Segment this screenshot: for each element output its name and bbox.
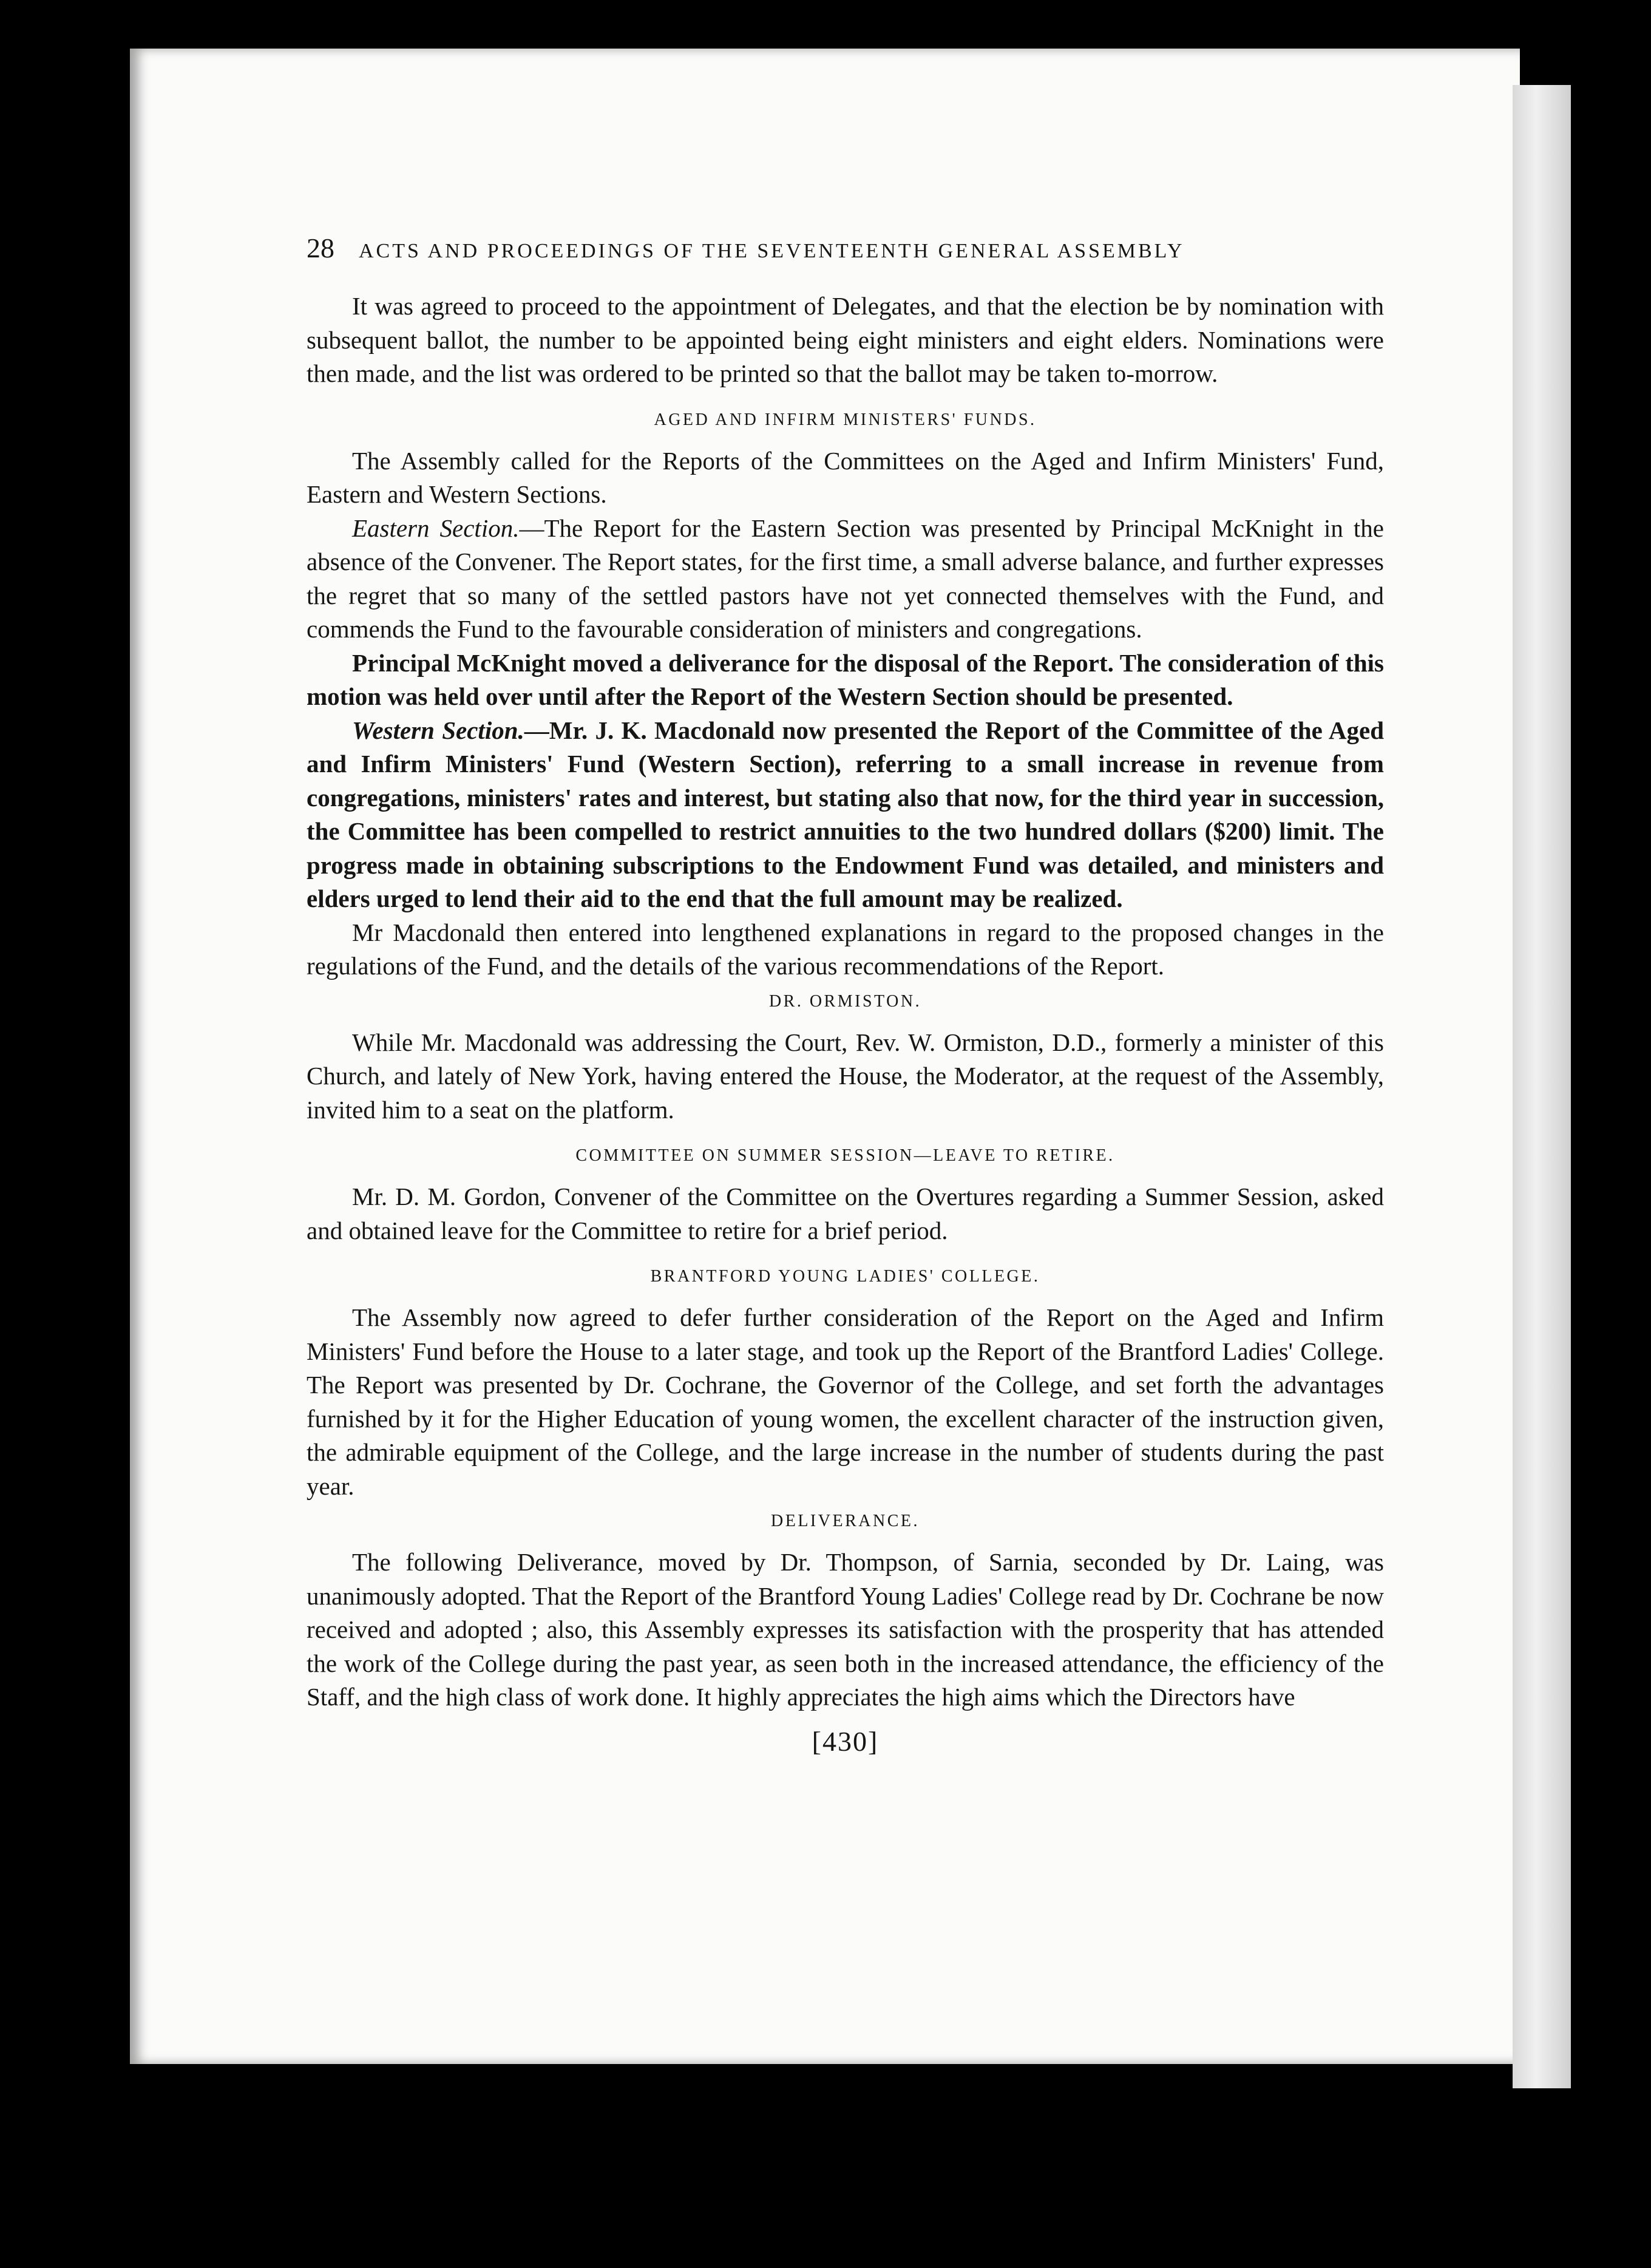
heading-summer-session: COMMITTEE ON SUMMER SESSION—LEAVE TO RETIRE. xyxy=(575,1146,1115,1165)
paragraph-aged-intro: The Assembly called for the Reports of the Committees on the Aged and Infirm Ministers' Fund, Eastern and Western Sections. xyxy=(307,446,1384,508)
heading-aged-infirm: AGED AND INFIRM MINISTERS' FUNDS. xyxy=(654,410,1037,429)
western-lead: Western Section. xyxy=(352,716,524,744)
page-edge xyxy=(1513,85,1571,2088)
document-text xyxy=(307,232,1384,1757)
paragraph-deliverance: The following Deliverance, moved by Dr. Thompson, of Sarnia, seconded by Dr. Laing, was unanimously adopted. That the Report of the Brantford Young Ladies' College read by Dr. Cochrane be now received and adopted ; also, this Assembly expresses its satisfaction with the prosperity that has attended the work of the College during the past year, as seen both in the increased attendance, the efficiency of the Staff, and the high class of work done. It highly appreciates the high aims which the Directors have xyxy=(307,1548,1384,1711)
paragraph-brantford: The Assembly now agreed to defer further consideration of the Report on the Aged and Infirm Ministers' Fund before the House to a later stage, and took up the Report of the Brantford Ladies' College. The Report was presented by Dr. Cochrane, the Governor of the College, and set forth the advantages furnished by it for the Higher Education of young women, the excellent character of the instruction given, the admirable equipment of the College, and the large increase in the number of students during the past year. xyxy=(307,1303,1384,1500)
folio: [430] xyxy=(812,1725,879,1757)
western-text: —Mr. J. K. Macdonald now presented the Report of the Committee of the Aged and Infirm Ministers' Fund (Western Section), referring to a small increase in revenue from congregations, ministers' rates and interest, but stating also that now, for the third year in succession, the Committee has been compelled to restrict annuities to the two hundred dollars ($200) limit. The progress made in obtaining subscriptions to the Endowment Fund was detailed, and ministers and elders urged to lend their aid to the end that the full amount may be realized. xyxy=(307,716,1384,912)
paragraph-ormiston: While Mr. Macdonald was addressing the Court, Rev. W. Ormiston, D.D., formerly a minister of this Church, and lately of New York, having entered the House, the Moderator, at the request of the Assembly, invited him to a seat on the platform. xyxy=(307,1028,1384,1124)
paragraph-summer-session: Mr. D. M. Gordon, Convener of the Committee on the Overtures regarding a Summer Session, asked and obtained leave for the Committee to retire for a brief period. xyxy=(307,1183,1384,1244)
running-title: ACTS AND PROCEEDINGS OF THE SEVENTEENTH GENERAL ASSEMBLY xyxy=(359,240,1185,262)
heading-ormiston: DR. ORMISTON. xyxy=(768,991,922,1011)
heading-brantford: BRANTFORD YOUNG LADIES' COLLEGE. xyxy=(650,1267,1040,1286)
running-head xyxy=(307,232,1384,264)
paragraph-western-section xyxy=(307,714,1384,916)
heading-deliverance: DELIVERANCE. xyxy=(771,1512,920,1530)
paragraph-eastern-section xyxy=(307,512,1384,647)
paragraph-delegates: It was agreed to proceed to the appointment of Delegates, and that the election be by nomination with subsequent ballot, the number to be appointed being eight ministers and eight elders. Nominations were then made, and the list was ordered to be printed so that the ballot may be taken to-morrow. xyxy=(307,292,1384,387)
eastern-text: —The Report for the Eastern Section was presented by Principal McKnight in the absence of the Convener. The Report states, for the first time, a small adverse balance, and further expresses the regret that so many of the settled pastors have not yet connected themselves with the Fund, and commends the Fund to the favourable consideration of ministers and congregations. xyxy=(307,514,1384,643)
paragraph-macdonald: Mr Macdonald then entered into lengthened explanations in regard to the proposed changes in the regulations of the Fund, and the details of the various recommendations of the Report. xyxy=(307,918,1384,980)
page-number: 28 xyxy=(307,233,334,263)
eastern-lead: Eastern Section. xyxy=(352,514,520,542)
paragraph-mcknight: Principal McKnight moved a deliverance for the disposal of the Report. The consideration of this motion was held over until after the Report of the Western Section should be presented. xyxy=(307,648,1384,710)
